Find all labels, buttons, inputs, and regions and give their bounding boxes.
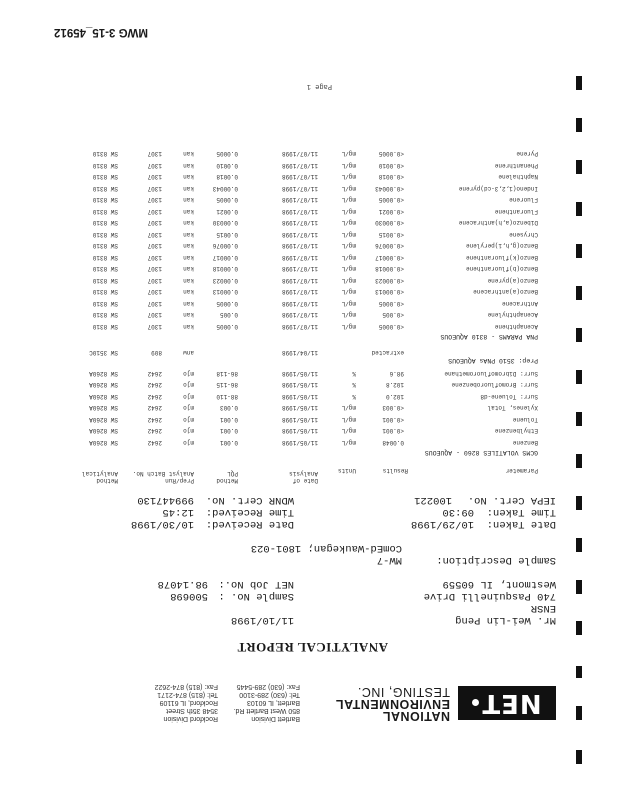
- cell-pql: 0.0005: [216, 300, 238, 307]
- recipient-street: 740 Pasquinelli Drive: [423, 590, 556, 602]
- cell-result: 102.0: [385, 393, 404, 400]
- cell-analyst: kan: [183, 277, 194, 284]
- cell-units: mg/L: [341, 162, 356, 169]
- bartlett-office-address: Bartlett Division 850 West Bartlett Rd. Bartlett, IL 60103 Tel: (630) 289-3100 Fax: (630) 289-5445: [233, 683, 300, 722]
- cell-date: 11/07/1998: [281, 208, 318, 215]
- report-title: ANALYTICAL REPORT: [237, 640, 388, 655]
- net-logo: NET: [458, 686, 556, 720]
- sample-description: MW-7: [376, 554, 402, 566]
- cell-date: 11/07/1998: [281, 242, 318, 250]
- cell-pql: 0.00013: [212, 288, 238, 296]
- cell-batch: 1307: [147, 162, 162, 169]
- cell-units: mg/L: [341, 404, 356, 412]
- cell-pql: 0.0005: [216, 150, 238, 158]
- table-row: [0, 217, 618, 227]
- cell-pql: 0.00017: [212, 254, 238, 261]
- cell-parameter: Dibenzo(a,h)anthracene: [458, 219, 538, 227]
- cell-method: SW 8260A: [89, 381, 118, 389]
- cell-result: <0.0005: [378, 196, 404, 204]
- wdnr-cert-label: WDNR Cert. No.: [205, 494, 294, 506]
- cell-parameter: Anthracene: [501, 300, 538, 307]
- cell-result: <0.0015: [378, 231, 404, 238]
- cell-analyst: kan: [183, 288, 194, 296]
- cell-analyst: kan: [183, 300, 194, 307]
- cell-units: mg/L: [341, 323, 356, 330]
- cell-result: <0.0005: [378, 300, 404, 307]
- cell-analyst: mjo: [183, 439, 194, 446]
- section-prep-3510: Prep: 3510 PNAs AQUEOUS: [448, 357, 538, 364]
- cell-pql: 0.0021: [216, 208, 238, 215]
- cell-analyst: mjo: [183, 370, 194, 377]
- cell-parameter: Benzo(g,h,i)perylene: [465, 242, 538, 250]
- cell-batch: 1307: [147, 288, 162, 296]
- cell-units: %: [352, 381, 356, 389]
- cell-batch: 2642: [147, 393, 162, 400]
- date-taken: 10/29/1998: [410, 518, 474, 530]
- table-row: [0, 171, 618, 181]
- cell-date: 11/07/1998: [281, 196, 318, 204]
- report-date: 11/10/1998: [230, 614, 294, 626]
- recipient-name: Mr. Wei-Lin Peng: [455, 614, 556, 626]
- cell-method: SW 8260A: [89, 370, 118, 377]
- header-results: Results: [382, 467, 408, 474]
- sample-no: 500698: [170, 590, 208, 602]
- cell-batch: 1307: [147, 254, 162, 261]
- cell-date: 11/07/1998: [281, 323, 318, 330]
- cell-units: mg/L: [341, 208, 356, 215]
- time-received-label: Time Received:: [205, 506, 294, 518]
- cell-method: SW 8310: [92, 173, 118, 181]
- cell-result: 102.8: [385, 381, 404, 389]
- cell-method: SW 8310: [92, 219, 118, 227]
- cell-date: 11/05/1998: [281, 381, 318, 389]
- table-row: [0, 413, 618, 423]
- cell-result: <0.00013: [375, 288, 404, 296]
- cell-result: <0.003: [382, 404, 404, 412]
- cell-units: mg/L: [341, 311, 356, 319]
- cell-method: SW 8310: [92, 196, 118, 204]
- cell-batch: 1307: [147, 185, 162, 192]
- cell-date: 11/07/1998: [281, 162, 318, 169]
- cell-date: 11/07/1998: [281, 185, 318, 192]
- cell-units: %: [352, 370, 356, 377]
- cell-pql: 0.00076: [212, 242, 238, 250]
- cell-parameter: Surr: Dibromofluoromethane: [444, 370, 538, 377]
- cell-pql: 0.003: [219, 404, 238, 412]
- table-row: [0, 228, 618, 238]
- header-method-analytical: Method Analytical: [81, 470, 118, 484]
- cell-units: mg/L: [341, 416, 356, 423]
- table-row: [0, 320, 618, 330]
- cell-parameter: Chrysene: [509, 231, 538, 238]
- cell-date: 11/05/1998: [281, 439, 318, 446]
- date-received-label: Date Received:: [205, 518, 294, 530]
- cell-parameter: Benzene: [512, 439, 538, 446]
- cell-analyst: kan: [183, 323, 194, 330]
- table-row: [0, 367, 618, 377]
- cell-batch: 2642: [147, 370, 162, 377]
- cell-parameter: Benzo(a)pyrene: [487, 277, 538, 284]
- cell-batch: 1307: [147, 196, 162, 204]
- cell-batch: 1307: [147, 242, 162, 250]
- recipient-company: ENSR: [530, 602, 556, 614]
- cell-result: <0.0005: [378, 150, 404, 158]
- table-row: [0, 346, 618, 356]
- cell-method: SW 8310: [92, 300, 118, 307]
- cell-pql: 0.00030: [212, 219, 238, 227]
- table-row: [0, 309, 618, 319]
- cell-date: 11/07/1998: [281, 311, 318, 319]
- cell-units: %: [352, 393, 356, 400]
- cell-method: SW 8260A: [89, 404, 118, 412]
- cell-pql: 0.00018: [212, 265, 238, 273]
- table-row: [0, 297, 618, 307]
- cell-result: <0.0021: [378, 208, 404, 215]
- cell-analyst: kan: [183, 242, 194, 250]
- header-units: Units: [337, 467, 356, 474]
- cell-method: SW 8310: [92, 185, 118, 192]
- cell-date: 11/07/1998: [281, 265, 318, 273]
- cell-analyst: kan: [183, 311, 194, 319]
- cell-batch: 1307: [147, 265, 162, 273]
- sample-description-label: Sample Description:: [436, 554, 556, 566]
- cell-method: SW 8260A: [89, 427, 118, 435]
- cell-method: SW 8310: [92, 254, 118, 261]
- cell-analyst: mjo: [183, 427, 194, 435]
- cell-units: mg/L: [341, 300, 356, 307]
- cell-parameter: Xylenes, Total: [487, 404, 538, 412]
- cell-date: 11/07/1998: [281, 173, 318, 181]
- cell-batch: 1307: [147, 150, 162, 158]
- cell-batch: 1307: [147, 323, 162, 330]
- table-row: [0, 251, 618, 261]
- cell-method: SW 8310: [92, 277, 118, 284]
- table-row: [0, 205, 618, 215]
- header-parameter: Parameter: [505, 467, 538, 474]
- cell-result: <0.0010: [378, 162, 404, 169]
- cell-result: <0.00017: [375, 254, 404, 261]
- table-row: [0, 182, 618, 192]
- cell-result: <0.001: [382, 416, 404, 423]
- cell-parameter: Surr: Bromofluorobenzene: [451, 381, 538, 389]
- cell-units: mg/L: [341, 277, 356, 284]
- cell-analyst: kan: [183, 173, 194, 181]
- wdnr-cert-number: 999447130: [137, 494, 194, 506]
- table-row: [0, 402, 618, 412]
- cell-units: mg/L: [341, 219, 356, 227]
- iepa-cert-label: IEPA Cert. No.: [467, 494, 556, 506]
- cell-result: <0.00023: [375, 277, 404, 284]
- cell-units: mg/L: [341, 173, 356, 181]
- cell-batch: 1307: [147, 300, 162, 307]
- cell-pql: 0.00023: [212, 277, 238, 284]
- cell-pql: 88-110: [216, 393, 238, 400]
- cell-result: <0.00030: [375, 219, 404, 227]
- cell-method: SW 8260A: [89, 439, 118, 446]
- cell-units: mg/L: [341, 254, 356, 261]
- cell-batch: 1307: [147, 208, 162, 215]
- cell-date: 11/07/1998: [281, 219, 318, 227]
- table-row: [0, 159, 618, 169]
- cell-method: SW 8310: [92, 265, 118, 273]
- cell-analyst: mjo: [183, 404, 194, 412]
- cell-date: 11/05/1998: [281, 393, 318, 400]
- cell-parameter: Acenaphthene: [494, 323, 538, 330]
- table-row: [0, 436, 618, 446]
- cell-batch: 1307: [147, 277, 162, 284]
- cell-parameter: Acenaphthylene: [487, 311, 538, 319]
- cell-date: 11/07/1998: [281, 277, 318, 284]
- cell-batch: 1307: [147, 311, 162, 319]
- cell-batch: 2642: [147, 416, 162, 423]
- cell-analyst: kan: [183, 150, 194, 158]
- cell-pql: 86-115: [216, 381, 238, 389]
- cell-units: mg/L: [341, 439, 356, 446]
- rockford-office-address: Rockford Division 3548 35th Street Rockford, IL 61109 Tel: (815) 874-2171 Fax: (815) 874-2622: [154, 683, 218, 722]
- table-row: [0, 194, 618, 204]
- cell-batch: 1307: [147, 231, 162, 238]
- cell-analyst: kan: [183, 196, 194, 204]
- table-row: [0, 263, 618, 273]
- cell-units: mg/L: [341, 196, 356, 204]
- cell-method: SW 8310: [92, 231, 118, 238]
- cell-parameter: Phenanthrene: [494, 162, 538, 169]
- cell-result: <0.00043: [375, 185, 404, 192]
- header-date-of-analysis: Date of Analysis: [289, 470, 318, 484]
- cell-analyst: mjo: [183, 393, 194, 400]
- cell-batch: 2642: [147, 439, 162, 446]
- section-gcms-volatiles: GCMS VOLATILES 8260 - AQUEOUS: [424, 449, 538, 456]
- cell-result: <0.0005: [378, 323, 404, 330]
- cell-analyst: kan: [183, 265, 194, 273]
- cell-date: 11/07/1998: [281, 254, 318, 261]
- table-row: [0, 425, 618, 435]
- header-analyst-batch: Prep/Run Analyst Batch No.: [132, 470, 194, 484]
- table-row: [0, 148, 618, 158]
- cell-pql: 0.001: [219, 416, 238, 423]
- cell-result: <0.001: [382, 427, 404, 435]
- cell-method: SW 8310: [92, 311, 118, 319]
- cell-result: extracted: [371, 349, 404, 356]
- cell-date: 11/07/1998: [281, 288, 318, 296]
- time-taken: 09:30: [442, 506, 474, 518]
- cell-method: SW 8310: [92, 288, 118, 296]
- cell-parameter: Benzo(k)fluoranthene: [465, 254, 538, 261]
- cell-batch: 2642: [147, 381, 162, 389]
- cell-pql: 0.0018: [216, 173, 238, 181]
- cell-parameter: Surr: Toluene-d8: [480, 393, 538, 400]
- cell-pql: 0.0015: [216, 231, 238, 238]
- cell-pql: 0.0005: [216, 196, 238, 204]
- cell-parameter: Naphthalene: [498, 173, 538, 181]
- recipient-city: Westmont, IL 60559: [442, 578, 556, 590]
- table-row: [0, 240, 618, 250]
- cell-units: mg/L: [341, 185, 356, 192]
- cell-parameter: Ethylbenzene: [494, 427, 538, 435]
- cell-method: SW 8310: [92, 162, 118, 169]
- cell-result: 0.0048: [382, 439, 404, 446]
- cell-method: SW 3510C: [89, 349, 118, 356]
- cell-batch: 2642: [147, 427, 162, 435]
- net-job-label: NET Job No.:: [218, 578, 294, 590]
- document-id-stamp: MWG 3-15_45912: [54, 26, 148, 38]
- cell-pql: 0.00043: [212, 185, 238, 192]
- header-method-pql: Method PQL: [216, 470, 238, 484]
- date-taken-label: Date Taken:: [486, 518, 556, 530]
- table-row: [0, 286, 618, 296]
- cell-method: SW 8310: [92, 150, 118, 158]
- cell-units: mg/L: [341, 150, 356, 158]
- cell-analyst: mjo: [183, 416, 194, 423]
- table-row: [0, 390, 618, 400]
- cell-pql: 0.001: [219, 427, 238, 435]
- cell-result: 98.6: [389, 370, 404, 377]
- cell-units: mg/L: [341, 265, 356, 273]
- cell-parameter: Benzo(a)anthracene: [473, 288, 538, 296]
- cell-method: SW 8310: [92, 323, 118, 330]
- page-number: Page 1: [306, 82, 332, 90]
- cell-date: 11/05/1998: [281, 370, 318, 377]
- cell-parameter: Benzo(b)fluoranthene: [465, 265, 538, 273]
- cell-date: 11/05/1998: [281, 404, 318, 412]
- cell-result: <0.00018: [375, 265, 404, 273]
- sample-no-label: Sample No. :: [218, 590, 294, 602]
- cell-analyst: kan: [183, 185, 194, 192]
- time-taken-label: Time Taken:: [486, 506, 556, 518]
- cell-pql: 0.0005: [216, 323, 238, 330]
- table-row: [0, 274, 618, 284]
- iepa-cert-number: 100221: [414, 494, 452, 506]
- cell-method: SW 8260A: [89, 416, 118, 423]
- cell-method: SW 8260A: [89, 393, 118, 400]
- date-received: 10/30/1998: [130, 518, 194, 530]
- cell-date: 11/05/1998: [281, 416, 318, 423]
- cell-date: 11/05/1998: [281, 427, 318, 435]
- cell-pql: 0.001: [219, 439, 238, 446]
- cell-result: <0.005: [382, 311, 404, 319]
- cell-analyst: kan: [183, 219, 194, 227]
- cell-units: mg/L: [341, 242, 356, 250]
- time-received: 12:45: [162, 506, 194, 518]
- cell-analyst: kan: [183, 208, 194, 215]
- cell-analyst: kan: [183, 231, 194, 238]
- cell-pql: 0.005: [219, 311, 238, 319]
- sample-description-2: ComEd-Waukegan; 1801-023: [250, 542, 402, 554]
- cell-batch: 1307: [147, 219, 162, 227]
- section-pna-8310: PNA PARAMS - 8310 AQUEOUS: [440, 333, 538, 340]
- cell-batch: 2642: [147, 404, 162, 412]
- cell-pql: 0.0010: [216, 162, 238, 169]
- cell-result: <0.00076: [375, 242, 404, 250]
- cell-date: 11/07/1998: [281, 231, 318, 238]
- cell-result: <0.0018: [378, 173, 404, 181]
- cell-units: mg/L: [341, 288, 356, 296]
- cell-date: 11/07/1998: [281, 300, 318, 307]
- cell-parameter: Toluene: [512, 416, 538, 423]
- cell-method: SW 8310: [92, 208, 118, 215]
- cell-analyst: kan: [183, 254, 194, 261]
- company-name: NATIONAL ENVIRONMENTAL TESTING, INC.: [335, 685, 450, 723]
- cell-parameter: Fluorene: [509, 196, 538, 204]
- cell-method: SW 8310: [92, 242, 118, 250]
- cell-parameter: Pyrene: [516, 150, 538, 158]
- cell-parameter: Fluoranthene: [494, 208, 538, 215]
- cell-units: mg/L: [341, 427, 356, 435]
- cell-units: mg/L: [341, 231, 356, 238]
- cell-pql: 86-118: [216, 370, 238, 377]
- cell-batch: 809: [151, 349, 162, 356]
- cell-parameter: Indeno(1,2,3-cd)pyrene: [458, 185, 538, 192]
- cell-analyst: anw: [183, 349, 194, 356]
- cell-date: 11/04/1998: [281, 349, 318, 356]
- cell-analyst: mjo: [183, 381, 194, 389]
- table-row: [0, 379, 618, 389]
- cell-date: 11/07/1998: [281, 150, 318, 158]
- cell-batch: 1307: [147, 173, 162, 181]
- net-job-number: 98.14078: [157, 578, 208, 590]
- cell-analyst: kan: [183, 162, 194, 169]
